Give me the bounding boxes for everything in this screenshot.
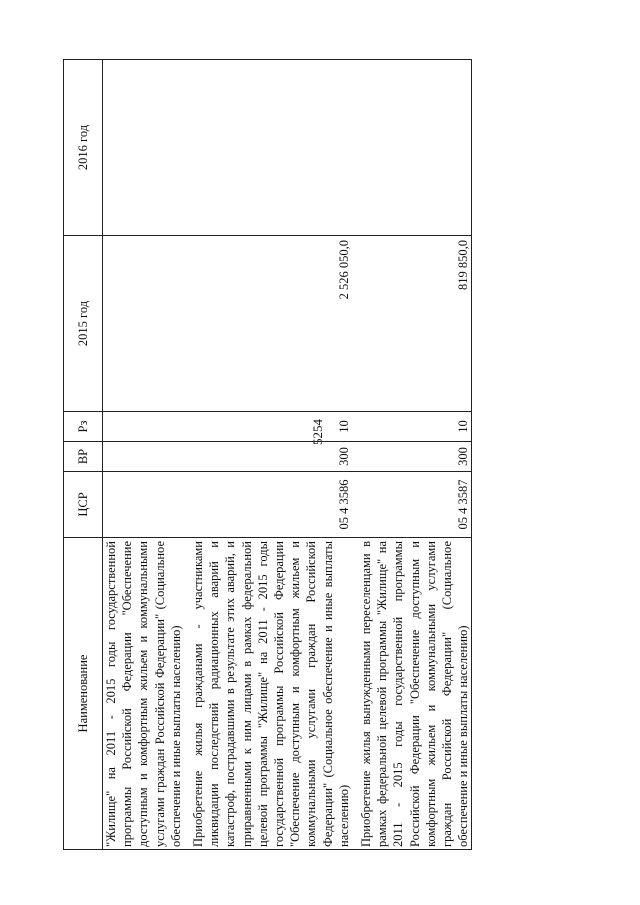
header-name: Наименование xyxy=(64,538,103,850)
row-name: "Жилище" на 2011 - 2015 годы государственной программы Российской Федерации "Обеспечение доступным и комфортным жильем и коммунальными услугами граждан Российской Федерации" (Социальное обеспечение и иные выплаты населению) xyxy=(103,538,185,850)
header-2015: 2015 год xyxy=(64,236,103,412)
header-2016: 2016 год xyxy=(64,60,103,236)
row-2015: 819 850,0 xyxy=(352,236,472,412)
row-vr xyxy=(103,442,185,472)
row-csr xyxy=(103,472,185,538)
row-vr: 300 xyxy=(352,442,472,472)
row-2015: 2 526 050,0 xyxy=(184,236,352,412)
row-csr: 05 4 3586 xyxy=(184,472,352,538)
table-row xyxy=(352,60,472,850)
row-2016 xyxy=(184,60,352,236)
row-rz xyxy=(103,412,185,442)
page-number: 5254 xyxy=(310,419,325,445)
table-row xyxy=(103,60,185,850)
rotated-table-container xyxy=(63,60,583,850)
row-rz: 10 xyxy=(184,412,352,442)
row-rz: 10 xyxy=(352,412,472,442)
row-name: Приобретение жилья гражданами - участниками ликвидации последствий радиационных аварий и катастроф, пострадавшими в результате этих аварий, и приравненными к ним лицами в рамках федеральной целевой программы "Жилище" на 2011 - 2015 годы государственной программы Российской Федерации "Обеспечение доступным и комфортным жильем и коммунальными услугами граждан Российской Федерации" (Социальное обеспечение и иные выплаты населению) xyxy=(184,538,352,850)
budget-table xyxy=(63,59,472,850)
header-csr: ЦСР xyxy=(64,472,103,538)
table-header-row xyxy=(64,60,103,850)
row-2016 xyxy=(352,60,472,236)
header-rz: Рз xyxy=(64,412,103,442)
row-2015 xyxy=(103,236,185,412)
row-name: Приобретение жилья вынужденными переселенцами в рамках федеральной целевой программы "Жилище" на 2011 - 2015 годы государственной программы Российской Федерации "Обеспечение доступным и комфортным жильем и коммунальными услугами граждан Российской Федерации" (Социальное обеспечение и иные выплаты населению) xyxy=(352,538,472,850)
row-2016 xyxy=(103,60,185,236)
table-row xyxy=(184,60,352,850)
row-csr: 05 4 3587 xyxy=(352,472,472,538)
header-vr: ВР xyxy=(64,442,103,472)
row-vr: 300 xyxy=(184,442,352,472)
